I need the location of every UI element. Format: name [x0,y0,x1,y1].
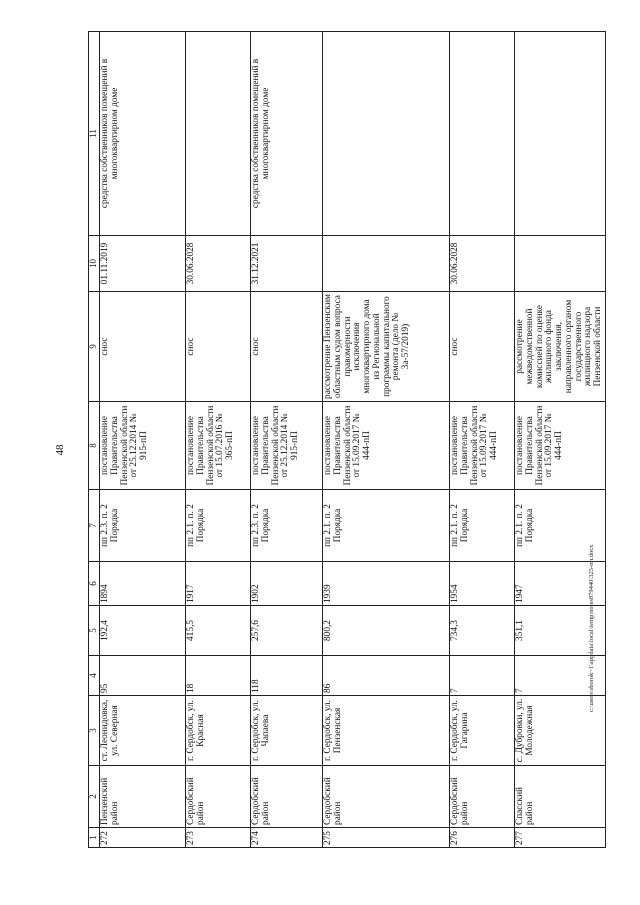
cell-col-7: пп 2.1. п. 2 Порядка [515,490,606,562]
cell-col-2: Сердобский район [251,766,323,828]
table-row [251,32,323,848]
cell-col-5: 734,3 [450,606,515,656]
column-header-2: 2 [89,766,100,828]
cell-col-11 [186,32,251,236]
cell-col-3: ст. Леонидовка, ул. Северная [100,696,186,766]
cell-col-4: 18 [186,656,251,696]
cell-col-1: 275 [323,828,450,848]
cell-col-5: 351,1 [515,606,606,656]
cell-col-3: г. Сердобск, ул. Красная [186,696,251,766]
cell-col-2: Сердобский район [323,766,450,828]
table-container [88,32,603,848]
housing-table [88,31,606,848]
column-header-7: 7 [89,490,100,562]
cell-col-6: 1894 [100,562,186,606]
cell-col-7: пп 2.3. п. 2 Порядка [100,490,186,562]
column-header-3: 3 [89,696,100,766]
cell-col-5: 415,5 [186,606,251,656]
cell-col-6: 1954 [450,562,515,606]
cell-col-1: 277 [515,828,606,848]
column-header-5: 5 [89,606,100,656]
table-row [450,32,515,848]
cell-col-1: 274 [251,828,323,848]
cell-col-3: г. Сердобск, ул. Пензенская [323,696,450,766]
cell-col-11: средства собственников помещений в многоквартирном доме [100,32,186,236]
cell-col-11 [450,32,515,236]
cell-col-4: 118 [251,656,323,696]
cell-col-2: Спасский район [515,766,606,828]
column-header-6: 6 [89,562,100,606]
cell-col-4: 7 [450,656,515,696]
column-header-11: 11 [89,32,100,236]
header-row [89,32,100,848]
cell-col-8: постановление Правительства Пензенской области от 15.09.2017 № 444-пП [450,402,515,490]
cell-col-10: 30.06.2028 [450,236,515,292]
cell-col-5: 257,6 [251,606,323,656]
table-row [515,32,606,848]
cell-col-4: 86 [323,656,450,696]
cell-col-6: 1947 [515,562,606,606]
table-row [323,32,450,848]
cell-col-10 [323,236,450,292]
cell-col-6: 1917 [186,562,251,606]
cell-col-4: 95 [100,656,186,696]
cell-col-1: 272 [100,828,186,848]
cell-col-9: рассмотрение Пензенским областным судом вопроса правомерности исключения многоквартирного дома из Региональной программы капитального ремонта (дело № 3а-57/2019) [323,292,450,402]
cell-col-1: 276 [450,828,515,848]
cell-col-9: снос [100,292,186,402]
cell-col-7: пп 2.1. п. 2 Порядка [450,490,515,562]
cell-col-7: пп 2.1. п. 2 Порядка [186,490,251,562]
cell-col-7: пп 2.3. п. 2 Порядка [251,490,323,562]
cell-col-11: средства собственников помещений в многоквартирном доме [251,32,323,236]
cell-col-11 [515,32,606,236]
page-number: 48 [54,444,66,456]
column-header-9: 9 [89,292,100,402]
cell-col-2: Пензенский район [100,766,186,828]
cell-col-8: постановление Правительства Пензенской области от 15.07.2016 № 365-пП [186,402,251,490]
cell-col-1: 273 [186,828,251,848]
table-row [100,32,186,848]
cell-col-3: г. Сердобск, ул. Чапаева [251,696,323,766]
cell-col-7: пп 2.1. п. 2 Порядка [323,490,450,562]
cell-col-6: 1939 [323,562,450,606]
table-body [100,32,606,848]
cell-col-2: Сердобский район [186,766,251,828]
cell-col-8: постановление Правительства Пензенской области от 25.12.2014 № 915-пП [100,402,186,490]
cell-col-11 [323,32,450,236]
column-header-10: 10 [89,236,100,292]
cell-col-8: постановление Правительства Пензенской области от 25.12.2014 № 915-пП [251,402,323,490]
column-header-4: 4 [89,656,100,696]
cell-col-9: рассмотрение межведомственной комиссией по оценке жилищного фонда заключения, направленного органом государственного жилищного надзора Пензенской области [515,292,606,402]
cell-col-9: снос [186,292,251,402]
column-header-1: 1 [89,828,100,848]
cell-col-2: Сердобский район [450,766,515,828]
cell-col-10: 30.06.2028 [186,236,251,292]
rotated-table-frame [88,32,603,848]
cell-col-6: 1902 [251,562,323,606]
cell-col-3: с. Дубровки, ул. Молодежная [515,696,606,766]
cell-col-10 [515,236,606,292]
cell-col-4: 7 [515,656,606,696]
table-row [186,32,251,848]
cell-col-5: 192,4 [100,606,186,656]
cell-col-8: постановление Правительства Пензенской области от 15.09.2017 № 444-пП [515,402,606,490]
cell-col-3: г. Сердобск, ул. Гагарина [450,696,515,766]
column-header-8: 8 [89,402,100,490]
cell-col-5: 800,2 [323,606,450,656]
cell-col-10: 31.12.2021 [251,236,323,292]
cell-col-8: постановление Правительства Пензенской области от 15.09.2017 № 444-пП [323,402,450,490]
cell-col-9: снос [450,292,515,402]
cell-col-9: снос [251,292,323,402]
footer-file-path: c:\users\sborok~1\appdata\local\temp\notes879440\325-пп.docx [588,544,595,712]
cell-col-10: 01.11.2019 [100,236,186,292]
